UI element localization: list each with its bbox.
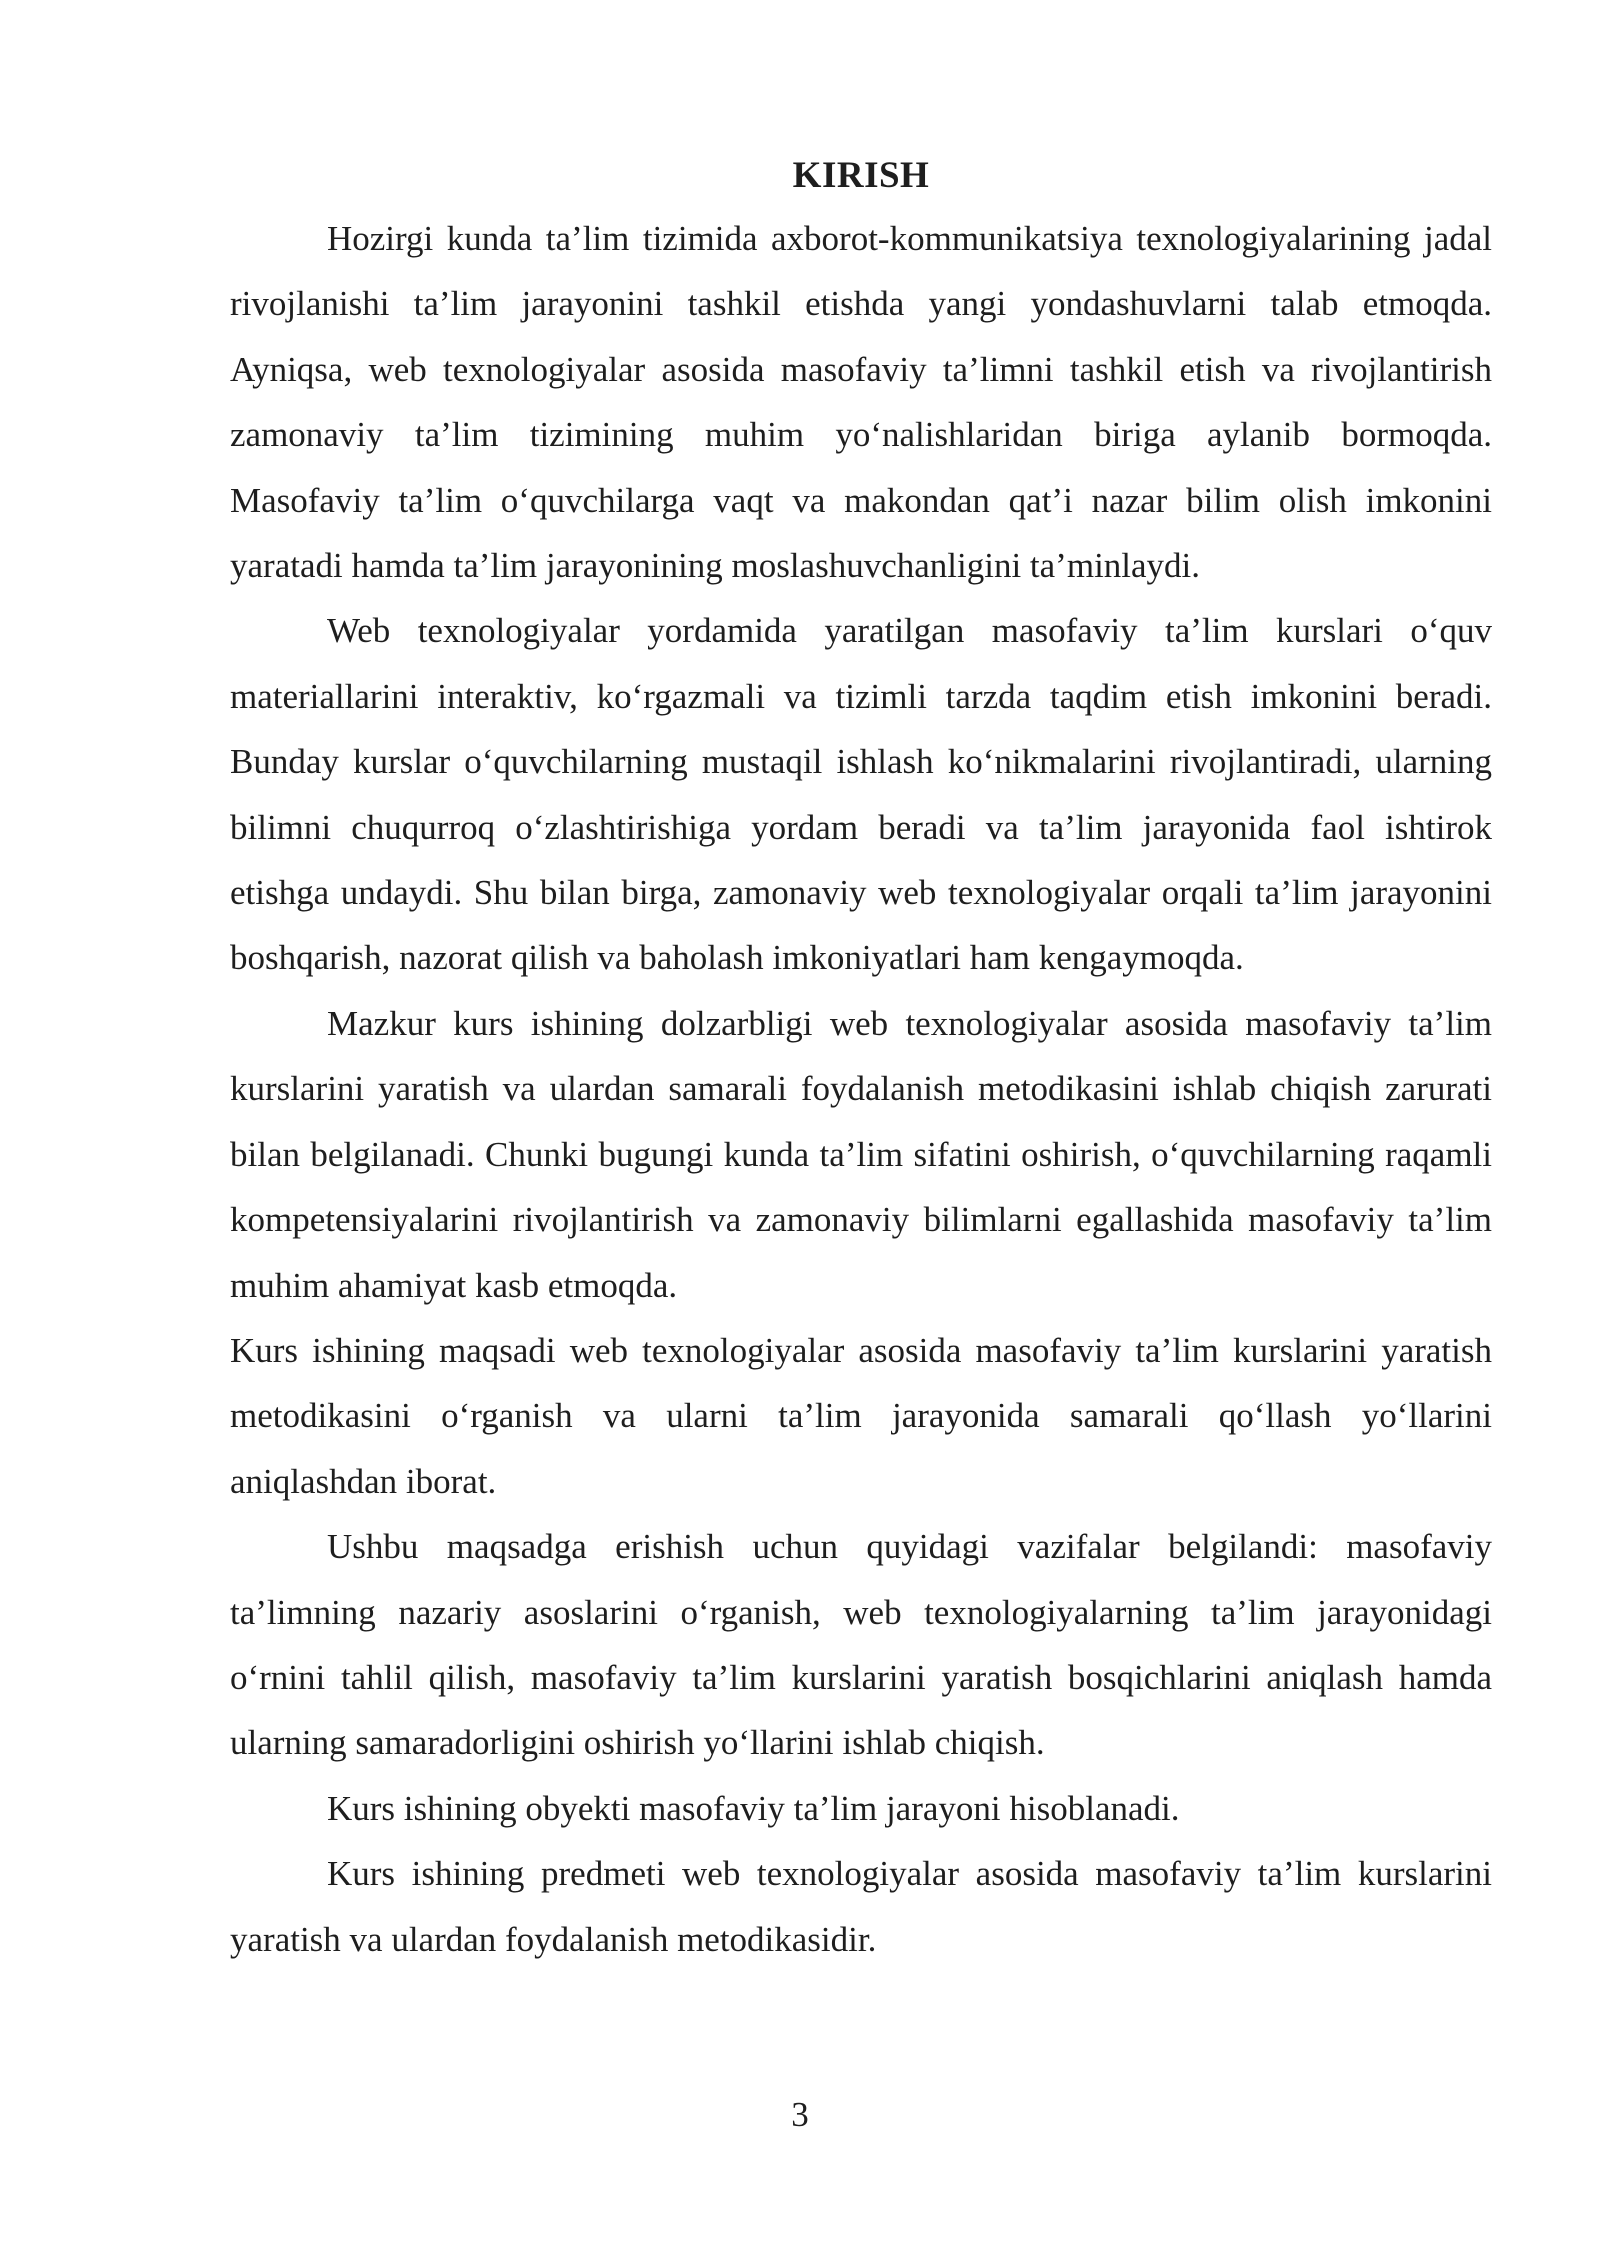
page-content bbox=[230, 148, 1492, 1972]
paragraph-goal: Kurs ishining maqsadi web texnologiyalar asosida masofaviy ta’lim kurslarini yaratish metodikasini o‘rganish va ularni ta’lim jarayonida samarali qo‘llash yo‘llarini aniqlashdan iborat. bbox=[230, 1330, 1492, 1501]
page-title: KIRISH bbox=[792, 155, 930, 196]
page-number: 3 bbox=[791, 2095, 809, 2134]
paragraph-intro: Hozirgi kunda ta’lim tizimida axborot-kommunikatsiya texnologiyalarining jadal rivojlanishi ta’lim jarayonini tashkil etishda yangi yondashuvlarni talab etmoqda. Ayniqsa, web texnologiyalar asosida masofaviy ta’limni tashkil etish va rivojlantirish zamonaviy ta’lim tizimining muhim yo‘nalishlaridan biriga aylanib bormoqda. Masofaviy ta’lim o‘quvchilarga vaqt va makondan qat’i nazar bilim olish imkonini yaratadi hamda ta’lim jarayonining moslashuvchanligini ta’minlaydi. bbox=[230, 219, 1492, 586]
paragraph-web-courses: Web texnologiyalar yordamida yaratilgan masofaviy ta’lim kurslari o‘quv materiallarini interaktiv, ko‘rgazmali va tizimli tarzda taqdim etish imkonini beradi. Bunday kurslar o‘quvchilarning mustaqil ishlash ko‘nikmalarini rivojlantiradi, ularning bilimni chuqurroq o‘zlashtirishiga yordam beradi va ta’lim jarayonida faol ishtirok etishga undaydi. Shu bilan birga, zamonaviy web texnologiyalar orqali ta’lim jarayonini boshqarish, nazorat qilish va baholash imkoniyatlari ham kengaymoqda. bbox=[230, 611, 1492, 978]
paragraph-tasks: Ushbu maqsadga erishish uchun quyidagi vazifalar belgilandi: masofaviy ta’limning nazariy asoslarini o‘rganish, web texnologiyalarning ta’lim jarayonidagi o‘rnini tahlil qilish, masofaviy ta’lim kurslarini yaratish bosqichlarini aniqlash hamda ularning samaradorligini oshirish yo‘llarini ishlab chiqish. bbox=[230, 1527, 1492, 1763]
paragraph-subject: Kurs ishining predmeti web texnologiyalar asosida masofaviy ta’lim kurslarini yaratish va ulardan foydalanish metodikasidir. bbox=[230, 1854, 1492, 1959]
paragraph-relevance: Mazkur kurs ishining dolzarbligi web texnologiyalar asosida masofaviy ta’lim kurslarini yaratish va ulardan samarali foydalanish metodikasini ishlab chiqish zarurati bilan belgilanadi. Chunki bugungi kunda ta’lim sifatini oshirish, o‘quvchilarning raqamli kompetensiyalarini rivojlantirish va zamonaviy bilimlarni egallashida masofaviy ta’lim muhim ahamiyat kasb etmoqda. bbox=[230, 1003, 1492, 1305]
paragraph-object: Kurs ishining obyekti masofaviy ta’lim jarayoni hisoblanadi. bbox=[327, 1788, 1180, 1828]
